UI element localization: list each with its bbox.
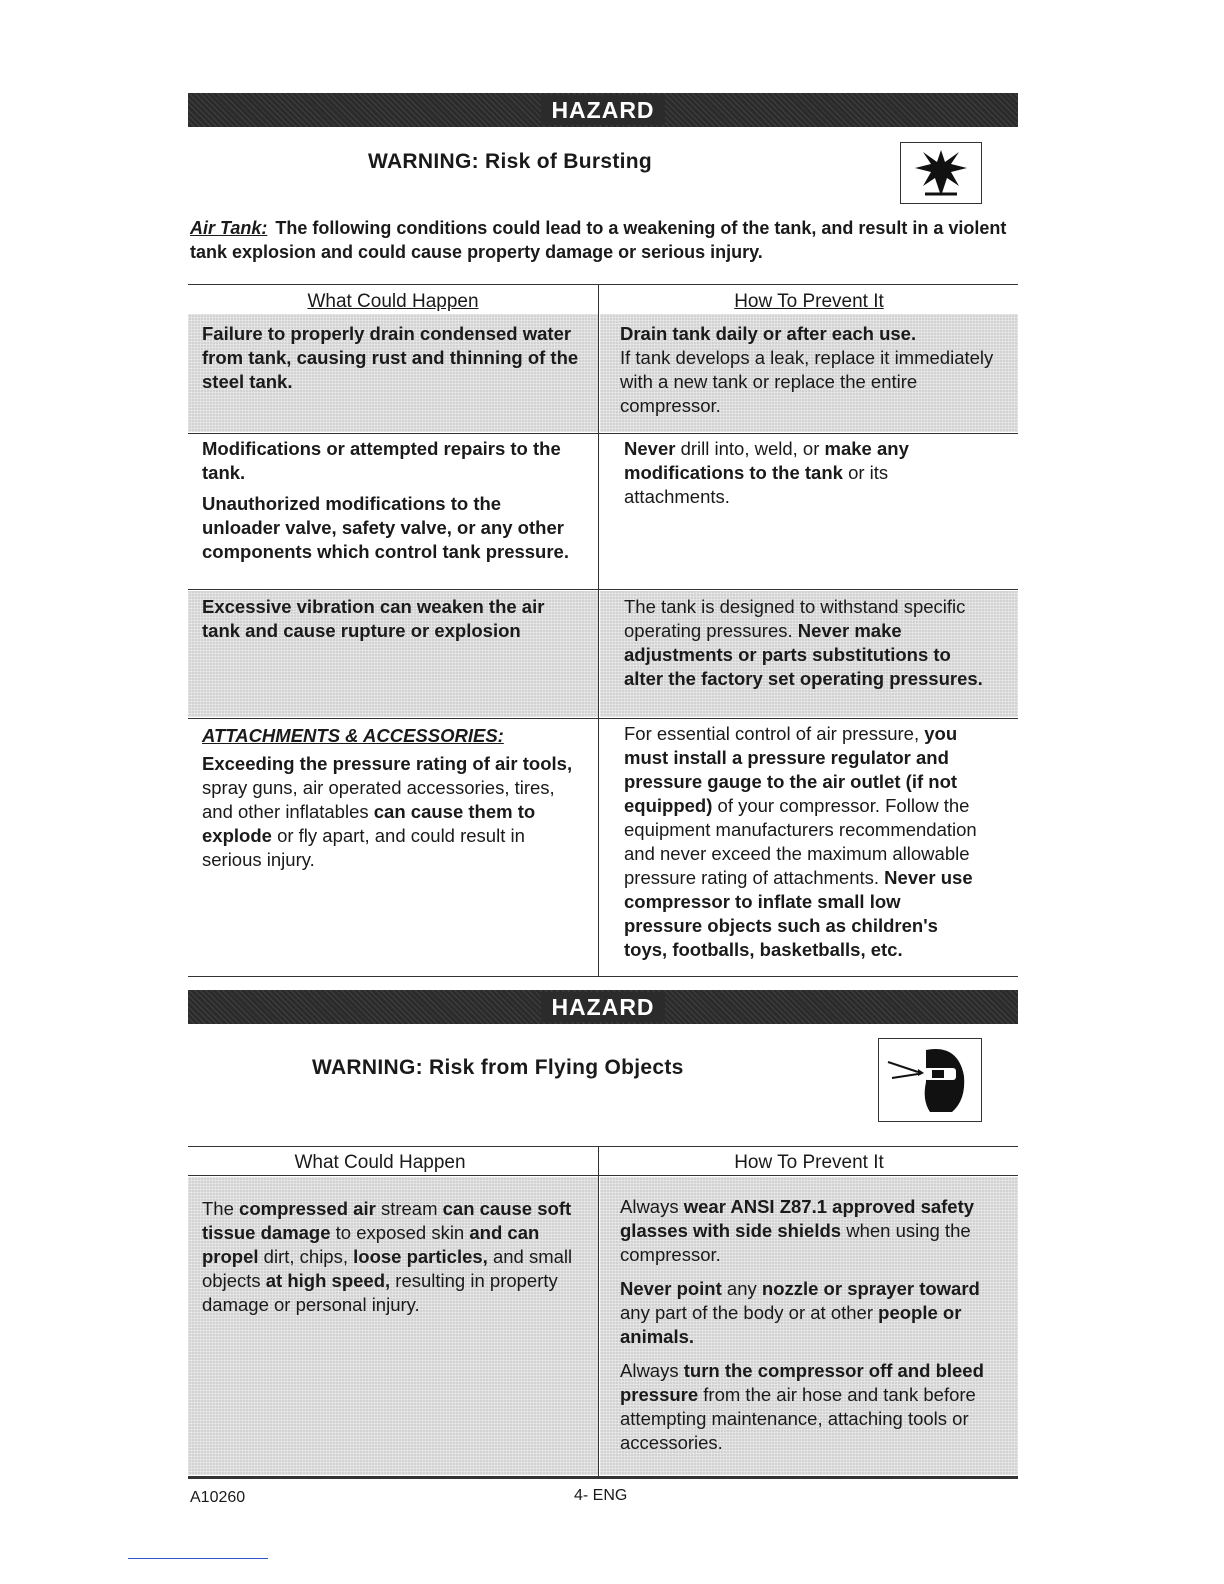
footer-link-underline xyxy=(128,1558,268,1559)
hazard-banner-1 xyxy=(188,93,1018,127)
row-4-what-t1: Exceeding the pressure rating of air tools, xyxy=(202,753,573,774)
how-paragraph-2 xyxy=(620,1277,998,1349)
how-p3-t3: from the air hose and tank before attempting maintenance, attaching tools or accessories. xyxy=(620,1384,976,1453)
row-4-how-t4: Never use compressor to inflate small low pressure objects such as children's toys, footballs, basketballs, etc. xyxy=(624,867,973,960)
column-header-what: What Could Happen xyxy=(294,1152,466,1173)
how-paragraph-1 xyxy=(620,1195,998,1267)
table-row-4-what xyxy=(190,724,594,872)
row-what-t5: to exposed skin xyxy=(335,1222,465,1243)
document-code: A10260 xyxy=(190,1489,246,1506)
how-p3-t2: turn the compressor off and bleed pressure xyxy=(620,1360,984,1405)
row-what-t3: stream xyxy=(380,1198,438,1219)
safety-glasses-head-icon xyxy=(878,1038,982,1122)
column-header-how: How To Prevent It xyxy=(734,291,884,312)
row-rule xyxy=(188,589,1018,590)
row-rule xyxy=(188,433,1018,434)
table-row-3-how xyxy=(600,591,1018,717)
hazard-banner-label: HAZARD xyxy=(541,992,664,1022)
row-4-what-t2: spray guns, air operated accessories, tires, and other inflatables xyxy=(202,777,555,822)
how-p1-t3: when using the compressor. xyxy=(620,1220,971,1265)
row-what-t4: can cause soft tissue damage xyxy=(202,1198,572,1243)
row-4-how-t2: you must install a pressure regulator and pressure gauge to the air outlet (if not equipped) xyxy=(624,723,958,816)
table-row-1-what xyxy=(188,314,598,432)
how-p2-t2: any xyxy=(726,1278,757,1299)
hazard-banner-label: HAZARD xyxy=(541,95,664,125)
row-4-what-t4: or fly apart, and could result in serious injury. xyxy=(202,825,525,870)
intro-text: The following conditions could lead to a weakening of the tank, and result in a violent tank explosion and could cause property damage or serious injury. xyxy=(190,218,1007,262)
table-row-2-how xyxy=(600,437,1010,509)
intro-label: Air Tank: xyxy=(190,218,268,238)
table-row-3-what xyxy=(188,591,598,717)
header-rule xyxy=(188,1175,1018,1176)
explosion-icon xyxy=(900,142,982,204)
how-p2-t5: people or animals. xyxy=(620,1302,962,1347)
row-3-how-t1: The tank is designed to withstand specific operating pressures. xyxy=(624,596,966,641)
table-row-1-how xyxy=(600,314,1018,432)
row-3-what-text: Excessive vibration can weaken the air tank and cause rupture or explosion xyxy=(202,596,545,641)
row-3-how-t2: Never make adjustments or parts substitutions to alter the factory set operating pressures. xyxy=(624,620,983,689)
row-what-t11: resulting in property damage or personal injury. xyxy=(202,1270,558,1315)
column-header-what: What Could Happen xyxy=(307,291,479,312)
row-2-how-t1: Never xyxy=(624,438,676,459)
row-2-how-t4: or its attachments. xyxy=(624,462,889,507)
how-paragraph-3 xyxy=(620,1359,998,1455)
table-top-rule xyxy=(188,1146,1018,1147)
how-p2-t3: nozzle or sprayer toward xyxy=(761,1278,980,1299)
row-2-what-p2: Unauthorized modifications to the unloader valve, safety valve, or any other components which control tank pressure. xyxy=(202,493,569,562)
how-p3-t1: Always xyxy=(620,1360,679,1381)
row-4-how-t3: of your compressor. Follow the equipment manufacturers recommendation and never exceed the maximum allowable pressure rating of attachments. xyxy=(624,795,977,888)
row-2-what-p1: Modifications or attempted repairs to the tank. xyxy=(202,438,561,483)
row-what-t2: compressed air xyxy=(239,1198,376,1219)
row-1-how-text: If tank develops a leak, replace it immediately with a new tank or replace the entire compressor. xyxy=(620,347,994,416)
row-2-how-t2: drill into, weld, or xyxy=(680,438,820,459)
column-header-how: How To Prevent It xyxy=(734,1152,884,1173)
how-p1-t1: Always xyxy=(620,1196,679,1217)
row-4-what-t3: can cause them to explode xyxy=(202,801,536,846)
table-row-what xyxy=(188,1177,598,1475)
hazard-banner-2 xyxy=(188,990,1018,1024)
row-rule xyxy=(188,718,1018,719)
warning-title-bursting: WARNING: Risk of Bursting xyxy=(368,150,652,173)
attachments-heading: ATTACHMENTS & ACCESSORIES: xyxy=(202,725,504,746)
row-1-what-text: Failure to properly drain condensed water from tank, causing rust and thinning of the steel tank. xyxy=(202,323,579,392)
row-what-t9: and small objects xyxy=(202,1246,573,1291)
page-number: 4- ENG xyxy=(574,1487,628,1504)
table-row-2-what xyxy=(190,437,594,571)
row-what-t1: The xyxy=(202,1198,234,1219)
table-top-rule xyxy=(188,284,1018,285)
table-row-4-how xyxy=(600,722,1004,962)
row-2-how-t3: make any modifications to the tank xyxy=(624,438,909,483)
row-what-t10: at high speed, xyxy=(265,1270,391,1291)
table-row-how xyxy=(600,1177,1018,1475)
row-what-t7: dirt, chips, xyxy=(263,1246,348,1267)
air-tank-intro xyxy=(190,216,1020,264)
column-divider xyxy=(598,284,599,976)
how-p2-t4: any part of the body or at other xyxy=(620,1302,873,1323)
column-divider xyxy=(598,1146,599,1476)
row-1-how-bold: Drain tank daily or after each use. xyxy=(620,323,917,344)
table-bottom-rule xyxy=(188,1476,1018,1479)
row-what-t8: loose particles, xyxy=(353,1246,488,1267)
warning-title-flying-objects: WARNING: Risk from Flying Objects xyxy=(312,1056,684,1079)
how-p2-t1: Never point xyxy=(620,1278,722,1299)
row-what-t6: and can propel xyxy=(202,1222,540,1267)
how-p1-t2: wear ANSI Z87.1 approved safety glasses with side shields xyxy=(620,1196,975,1241)
table-bottom-rule xyxy=(188,976,1018,977)
row-4-how-t1: For essential control of air pressure, xyxy=(624,723,920,744)
